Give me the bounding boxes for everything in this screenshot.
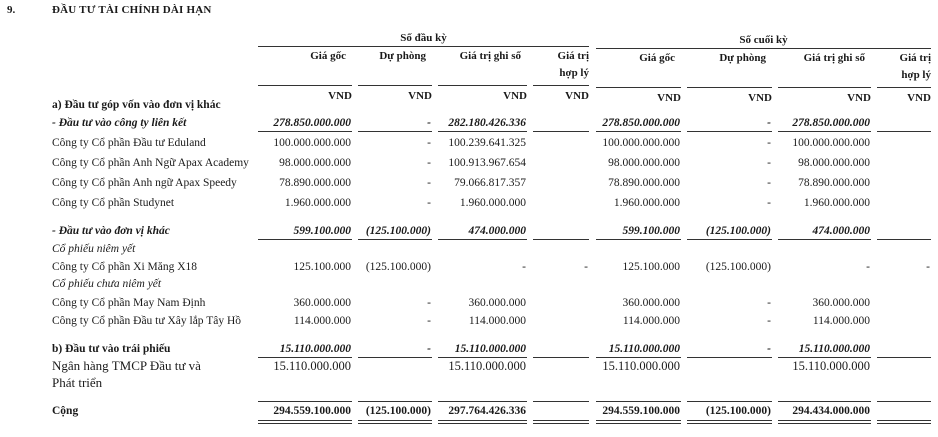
table-cell: 474.000.000: [468, 225, 526, 237]
subtotal-underline: [533, 239, 589, 240]
table-cell: 114.000.000: [468, 315, 526, 327]
row-label: - Đầu tư vào đơn vị khác: [52, 225, 170, 237]
total-overline: [533, 401, 589, 402]
total-double-underline: [596, 423, 681, 424]
row-label: Công ty Cổ phần Đầu tư Xây lắp Tây Hồ: [52, 315, 242, 327]
row-label: Công ty Cổ phần Xi Măng X18: [52, 261, 198, 273]
row-label: Công ty Cổ phần Anh ngữ Apax Speedy: [52, 177, 237, 189]
unit-label: VND: [657, 92, 681, 104]
col-fair-value-header: Giá trị: [557, 50, 589, 62]
row-label: b) Đầu tư vào trái phiếu: [52, 343, 171, 355]
subtotal-underline: [687, 239, 772, 240]
row-label: Cộng: [52, 405, 79, 417]
table-cell: 15.110.000.000: [273, 359, 351, 373]
subtotal-underline: [596, 131, 681, 132]
header-underline: [778, 87, 871, 88]
table-cell: -: [866, 261, 870, 273]
row-label: Cổ phiếu chưa niêm yết: [52, 278, 162, 290]
total-double-underline: [258, 423, 352, 424]
table-cell: 114.000.000: [293, 315, 351, 327]
table-cell: 79.066.817.357: [454, 177, 526, 189]
table-cell: 100.000.000.000: [792, 137, 870, 149]
table-cell: 297.764.426.336: [448, 405, 526, 417]
unit-label: VND: [328, 90, 352, 102]
table-cell: -: [767, 197, 771, 209]
table-cell: -: [767, 315, 771, 327]
total-double-underline: [778, 420, 871, 421]
table-cell: 360.000.000: [293, 297, 351, 309]
table-cell: -: [767, 177, 771, 189]
total-overline: [687, 401, 772, 402]
subtotal-underline: [596, 239, 681, 240]
table-cell: -: [427, 343, 431, 355]
table-cell: 1.960.000.000: [613, 197, 680, 209]
unit-label: VND: [847, 92, 871, 104]
table-cell: 1.960.000.000: [284, 197, 351, 209]
table-cell: -: [767, 117, 771, 129]
subtotal-underline: [687, 131, 772, 132]
total-overline: [438, 401, 527, 402]
total-double-underline: [877, 420, 931, 421]
subtotal-underline: [877, 239, 931, 240]
row-label-line2: Phát triển: [52, 375, 103, 390]
col-provision-header: Dự phòng: [379, 50, 426, 62]
table-cell: -: [427, 157, 431, 169]
group-underline-opening: [258, 46, 589, 47]
col-provision-header: Dự phòng: [719, 52, 766, 64]
unit-label: VND: [565, 90, 589, 102]
table-cell: (125.100.000): [365, 261, 431, 273]
table-cell: (125.100.000): [705, 261, 771, 273]
total-double-underline: [778, 423, 871, 424]
subtotal-underline: [596, 357, 681, 358]
total-double-underline: [877, 423, 931, 424]
total-overline: [358, 401, 432, 402]
header-underline: [438, 85, 527, 86]
table-cell: -: [767, 157, 771, 169]
row-label: - Đầu tư vào công ty liên kết: [52, 117, 187, 129]
table-cell: 98.000.000.000: [798, 157, 870, 169]
subtotal-underline: [438, 131, 527, 132]
row-label: Công ty Cổ phần Đầu tư Eduland: [52, 137, 206, 149]
table-cell: 360.000.000: [468, 297, 526, 309]
unit-label: VND: [748, 92, 772, 104]
table-cell: 15.110.000.000: [608, 343, 680, 355]
row-label: Ngân hàng TMCP Đầu tư và: [52, 358, 201, 373]
subtotal-underline: [778, 131, 871, 132]
subtotal-underline: [358, 357, 432, 358]
col-carrying-value-header: Giá trị ghi sổ: [803, 52, 865, 64]
table-cell: -: [427, 297, 431, 309]
col-cost-header: Giá gốc: [639, 52, 675, 64]
total-double-underline: [596, 420, 681, 421]
total-overline: [778, 401, 871, 402]
table-cell: 100.000.000.000: [273, 137, 351, 149]
table-cell: 278.850.000.000: [792, 117, 870, 129]
subtotal-underline: [438, 357, 527, 358]
group-underline-closing: [596, 48, 931, 49]
table-cell: 125.100.000: [293, 261, 351, 273]
table-cell: (125.100.000): [705, 405, 771, 417]
total-double-underline: [533, 420, 589, 421]
table-cell: -: [522, 261, 526, 273]
col-fair-value-header-line2: hợp lý: [901, 69, 931, 81]
total-overline: [596, 401, 681, 402]
table-cell: -: [767, 137, 771, 149]
table-cell: 599.100.000: [622, 225, 680, 237]
row-label: Cổ phiếu niêm yết: [52, 243, 136, 255]
total-overline: [877, 401, 931, 402]
table-cell: 15.110.000.000: [792, 359, 870, 373]
row-label: Công ty Cổ phần Studynet: [52, 197, 175, 209]
table-cell: 114.000.000: [622, 315, 680, 327]
header-underline: [258, 85, 352, 86]
table-cell: 1.960.000.000: [803, 197, 870, 209]
table-cell: 278.850.000.000: [602, 117, 680, 129]
total-double-underline: [533, 423, 589, 424]
subtotal-underline: [358, 131, 432, 132]
table-cell: 474.000.000: [812, 225, 870, 237]
table-cell: 294.434.000.000: [792, 405, 870, 417]
table-cell: -: [767, 297, 771, 309]
total-double-underline: [438, 423, 527, 424]
table-cell: 78.890.000.000: [608, 177, 680, 189]
row-label: Công ty Cổ phần May Nam Định: [52, 297, 206, 309]
subtotal-underline: [258, 357, 352, 358]
subtotal-underline: [533, 357, 589, 358]
table-cell: 78.890.000.000: [279, 177, 351, 189]
table-cell: 599.100.000: [293, 225, 351, 237]
subtotal-underline: [687, 357, 772, 358]
table-cell: -: [427, 177, 431, 189]
table-cell: (125.100.000): [365, 405, 431, 417]
table-cell: -: [427, 137, 431, 149]
table-cell: -: [926, 261, 930, 273]
subtotal-underline: [778, 357, 871, 358]
total-double-underline: [687, 423, 772, 424]
table-cell: 78.890.000.000: [798, 177, 870, 189]
table-cell: (125.100.000): [365, 225, 431, 237]
unit-label: VND: [503, 90, 527, 102]
table-cell: -: [427, 197, 431, 209]
header-underline: [533, 85, 589, 86]
section-title: ĐẦU TƯ TÀI CHÍNH DÀI HẠN: [52, 4, 212, 16]
table-cell: -: [427, 117, 431, 129]
table-cell: (125.100.000): [705, 225, 771, 237]
table-cell: 15.110.000.000: [279, 343, 351, 355]
header-underline: [596, 87, 681, 88]
table-cell: 15.110.000.000: [448, 359, 526, 373]
row-label: Công ty Cổ phần Anh Ngữ Apax Academy: [52, 157, 249, 169]
table-cell: 15.110.000.000: [602, 359, 680, 373]
table-cell: 98.000.000.000: [608, 157, 680, 169]
subtotal-underline: [438, 239, 527, 240]
table-cell: 125.100.000: [622, 261, 680, 273]
subtotal-underline: [778, 239, 871, 240]
table-cell: 360.000.000: [622, 297, 680, 309]
col-carrying-value-header: Giá trị ghi sổ: [459, 50, 521, 62]
table-cell: -: [767, 343, 771, 355]
group-header-opening: Số đầu kỳ: [400, 32, 447, 44]
col-fair-value-header-line2: hợp lý: [559, 67, 589, 79]
unit-label: VND: [408, 90, 432, 102]
total-double-underline: [258, 420, 352, 421]
subtotal-underline: [358, 239, 432, 240]
header-underline: [358, 85, 432, 86]
table-cell: 15.110.000.000: [454, 343, 526, 355]
total-overline: [258, 401, 352, 402]
table-cell: 360.000.000: [812, 297, 870, 309]
total-double-underline: [438, 420, 527, 421]
header-underline: [687, 87, 772, 88]
table-cell: -: [584, 261, 588, 273]
unit-label: VND: [907, 92, 931, 104]
total-double-underline: [358, 420, 432, 421]
table-cell: 100.239.641.325: [448, 137, 526, 149]
total-double-underline: [687, 420, 772, 421]
table-cell: 100.913.967.654: [448, 157, 526, 169]
total-double-underline: [358, 423, 432, 424]
section-number: 9.: [7, 4, 16, 16]
col-fair-value-header: Giá trị: [899, 52, 931, 64]
table-cell: 15.110.000.000: [798, 343, 870, 355]
table-cell: 100.000.000.000: [602, 137, 680, 149]
subtotal-underline: [258, 239, 352, 240]
row-label: a) Đầu tư góp vốn vào đơn vị khác: [52, 99, 221, 111]
table-cell: 114.000.000: [812, 315, 870, 327]
table-cell: 294.559.100.000: [273, 405, 351, 417]
group-header-closing: Số cuối kỳ: [739, 34, 788, 46]
col-cost-header: Giá gốc: [310, 50, 346, 62]
subtotal-underline: [533, 131, 589, 132]
subtotal-underline: [877, 357, 931, 358]
subtotal-underline: [877, 131, 931, 132]
header-underline: [877, 87, 931, 88]
table-cell: 1.960.000.000: [459, 197, 526, 209]
table-cell: 98.000.000.000: [279, 157, 351, 169]
table-cell: 294.559.100.000: [602, 405, 680, 417]
table-cell: 282.180.426.336: [448, 117, 526, 129]
subtotal-underline: [258, 131, 352, 132]
table-cell: -: [427, 315, 431, 327]
table-cell: 278.850.000.000: [273, 117, 351, 129]
